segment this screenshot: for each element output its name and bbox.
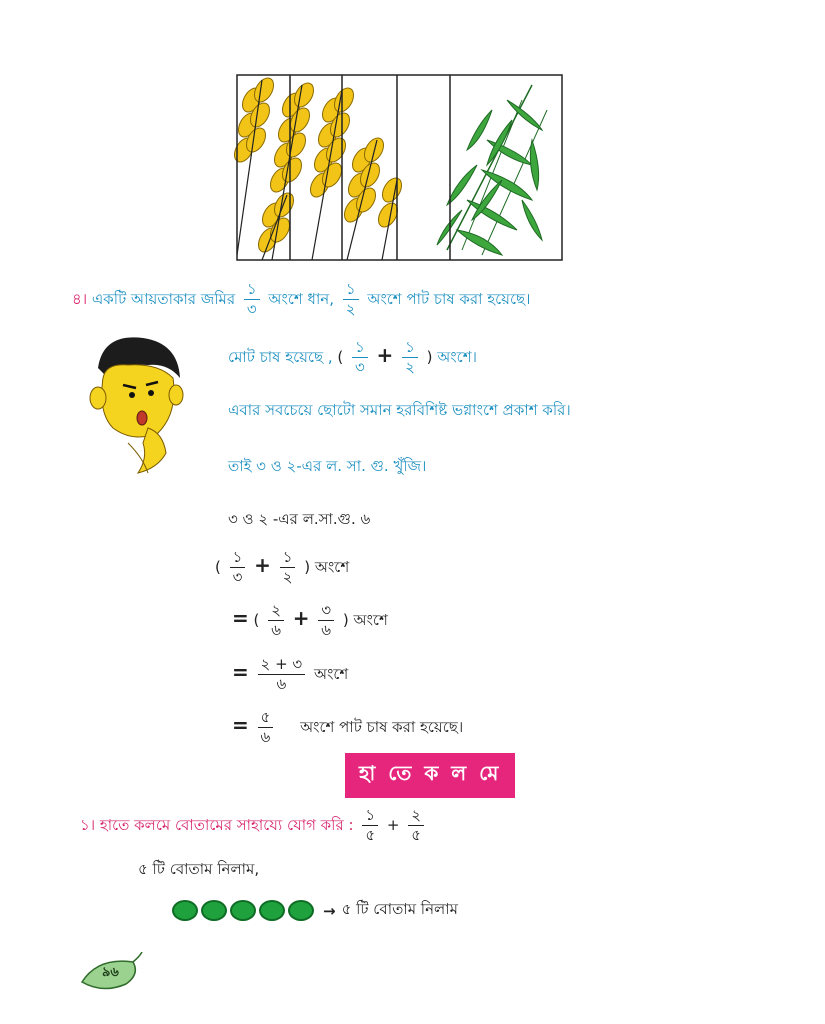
problem-number: ৪। <box>72 290 88 308</box>
green-button-icon <box>201 900 227 921</box>
problem-text-a: একটি আয়তাকার জমির <box>91 290 236 308</box>
lcm-find-line: তাই ৩ ও ২-এর ল. সা. গু. খুঁজি। <box>228 457 427 475</box>
fraction-one-half: $\frac{১}{২}$ <box>343 282 359 317</box>
beads-row <box>172 898 458 923</box>
total-text-b: অংশে। <box>437 348 477 366</box>
lcm-result-line: ৩ ও ২ -এর ল.সা.গু. ৬ <box>228 510 371 528</box>
green-button-icon <box>230 900 256 921</box>
exercise-number: ১। <box>80 816 96 834</box>
jute-icon <box>437 85 547 255</box>
arrow-right-icon: → <box>323 901 336 920</box>
total-line: মোট চাষ হয়েছে , ( $\frac{১}{৩}$ + $\frac{১}{২}$ ) অংশে। <box>228 338 477 376</box>
hands-on-banner: হা তে ক ল মে <box>345 753 515 798</box>
green-button-icon <box>172 900 198 921</box>
step-1: ( $\frac{১}{৩}$ + $\frac{১}{২}$ ) অংশে <box>215 548 350 586</box>
exercise-1-line: ১। হাতে কলমে বোতামের সাহায্যে যোগ করি : $\frac{১}{৫}$ + $\frac{২}{৫}$ <box>80 808 428 843</box>
fraction-one-fifth: $\frac{১}{৫}$ <box>362 808 378 843</box>
thinking-boy-illustration <box>88 333 188 478</box>
field-illustration <box>232 70 567 265</box>
express-line: এবার সবচেয়ে ছোটো সমান হরবিশিষ্ট ভগ্নাংশে প্রকাশ করি। <box>228 401 571 419</box>
problem-4-line <box>72 282 531 317</box>
beads-label: ৫ টি বোতাম নিলাম <box>341 900 458 918</box>
buttons-taken-line: ৫ টি বোতাম নিলাম, <box>138 860 260 878</box>
page-number: ৯৬ <box>102 965 119 980</box>
fraction-one-third: $\frac{১}{৩}$ <box>244 282 260 317</box>
green-button-icon <box>259 900 285 921</box>
wheat-icon <box>232 75 405 260</box>
bead-group <box>172 900 317 921</box>
page-number-leaf <box>78 952 148 992</box>
green-button-icon <box>288 900 314 921</box>
total-text-a: মোট চাষ হয়েছে , <box>228 348 333 366</box>
fraction-one-half: $\frac{১}{২}$ <box>280 550 296 585</box>
fraction-two-sixths: $\frac{২}{৬}$ <box>268 603 284 638</box>
step-4: = $\frac{৫}{৬}$ অংশে পাট চাষ করা হয়েছে। <box>232 708 464 746</box>
fraction-two-fifths: $\frac{২}{৫}$ <box>408 808 424 843</box>
exercise-text: হাতে কলমে বোতামের সাহায্যে যোগ করি : <box>99 816 354 834</box>
fraction-sum: $\frac{২ + ৩}{৬}$ <box>258 657 306 692</box>
step-3: = $\frac{২ + ৩}{৬}$ অংশে <box>232 655 349 693</box>
problem-text-b: অংশে ধান, <box>268 290 335 308</box>
step-2: = ( $\frac{২}{৬}$ + $\frac{৩}{৬}$ ) অংশে <box>232 601 388 639</box>
fraction-three-sixths: $\frac{৩}{৬}$ <box>318 603 334 638</box>
problem-text-c: অংশে পাট চাষ করা হয়েছে। <box>367 290 531 308</box>
fraction-one-third: $\frac{১}{৩}$ <box>352 340 368 375</box>
fraction-five-sixths: $\frac{৫}{৬}$ <box>258 710 274 745</box>
fraction-one-third: $\frac{১}{৩}$ <box>230 550 246 585</box>
fraction-one-half: $\frac{১}{২}$ <box>402 340 418 375</box>
